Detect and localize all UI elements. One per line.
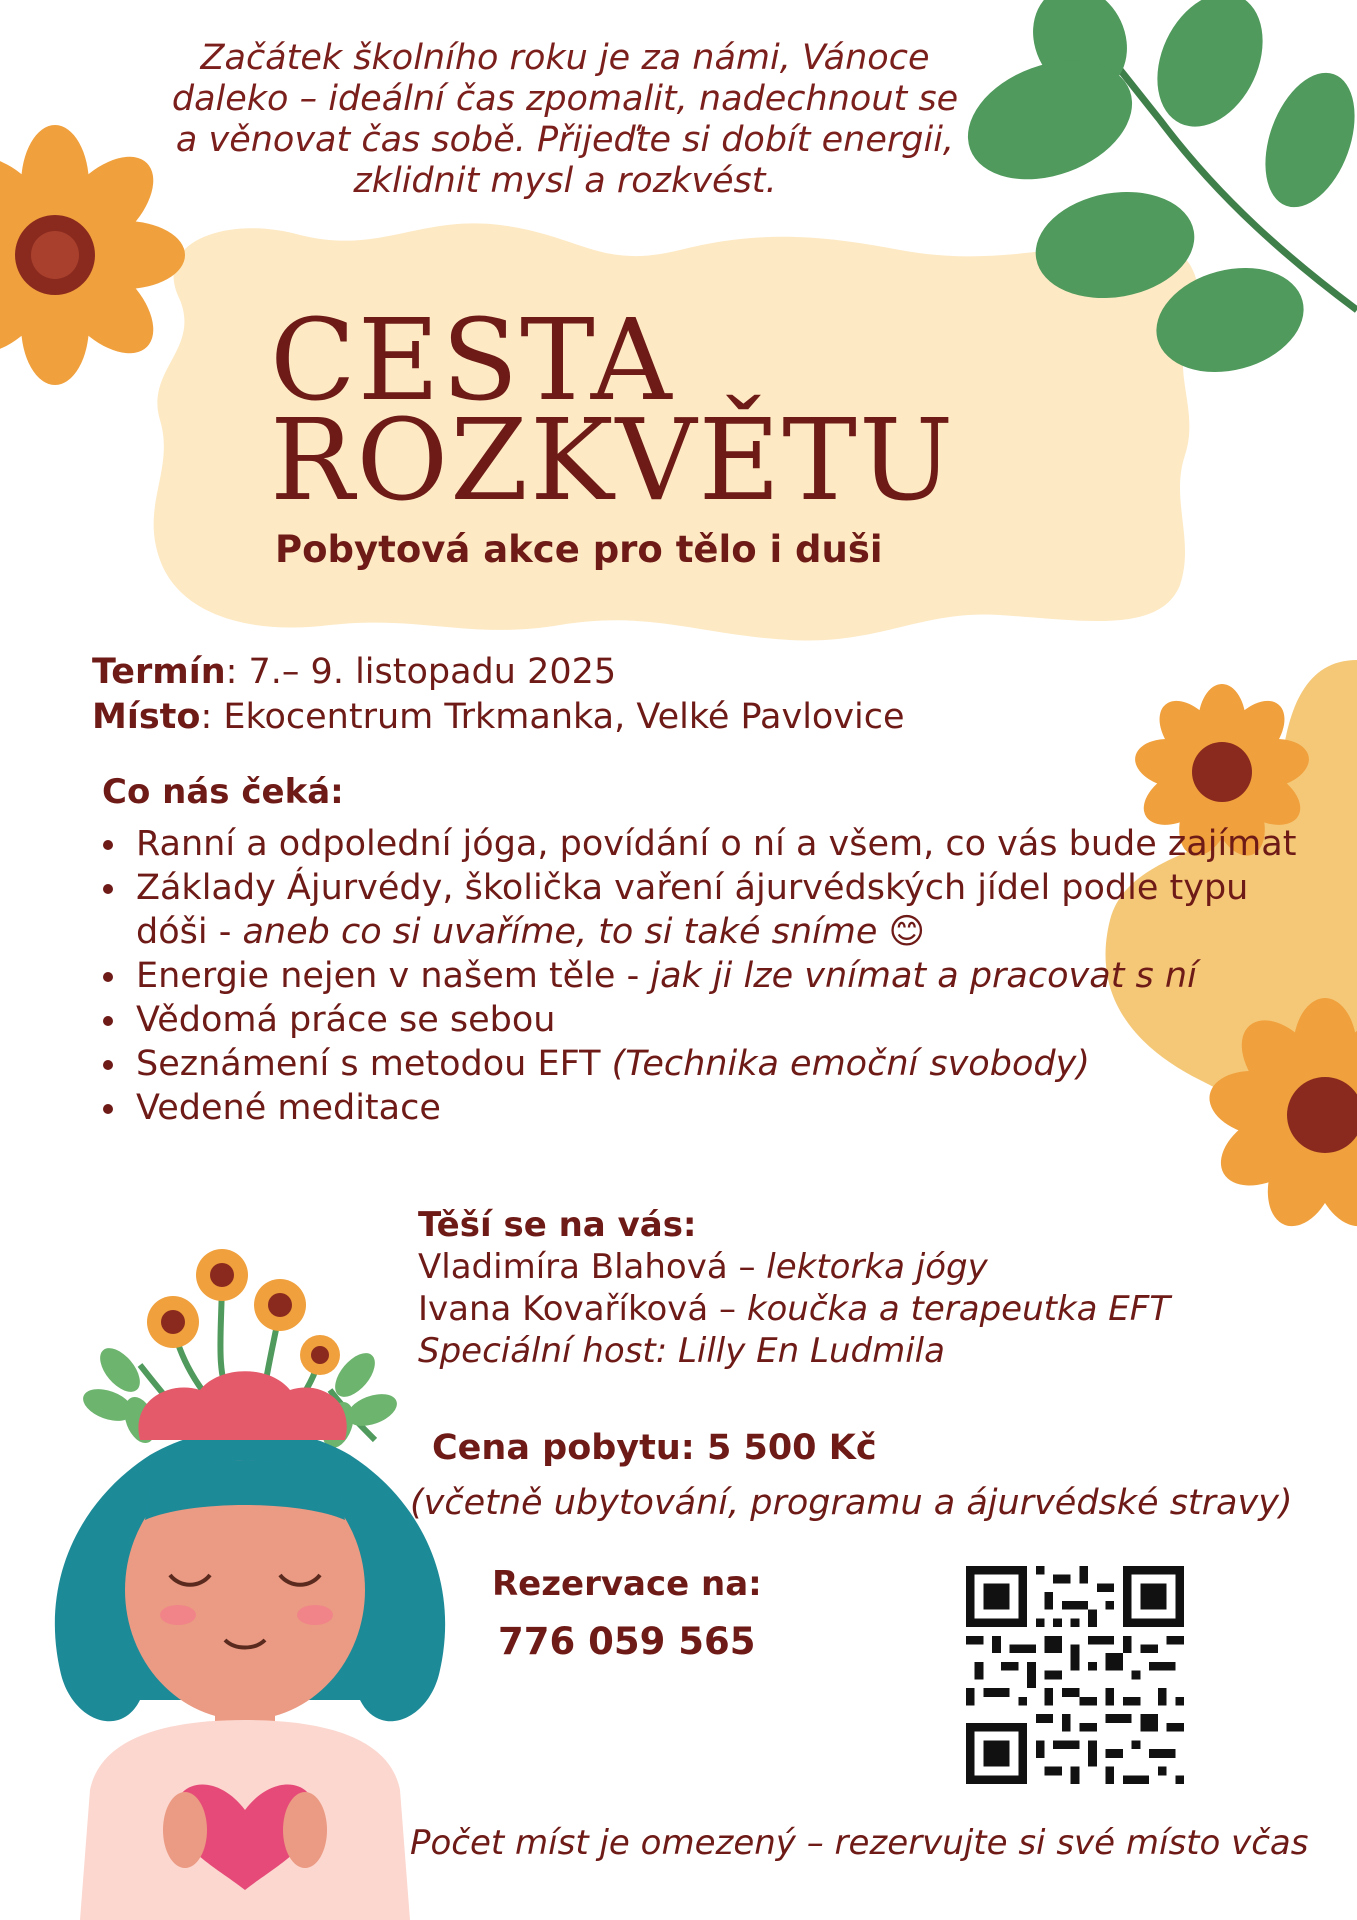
program-text: Seznámení s metodou EFT <box>136 1044 612 1084</box>
program-italic: (Technika emoční svobody) <box>611 1044 1090 1084</box>
footer-note: Počet míst je omezený – rezervujte si své místo včas <box>410 1823 1309 1863</box>
intro-text <box>150 38 980 202</box>
title-line-1: CESTA <box>270 296 674 426</box>
program-list <box>92 822 1310 1130</box>
host1-role: lektorka jógy <box>766 1247 988 1287</box>
host2-name: Ivana Kovaříková – <box>418 1289 747 1329</box>
program-text: Vědomá práce se sebou <box>136 1000 556 1040</box>
subtitle: Pobytová akce pro tělo i duši <box>275 528 883 571</box>
host-line-2 <box>418 1288 1170 1330</box>
place-line <box>92 695 905 739</box>
list-item <box>130 822 1310 866</box>
hosts-block <box>418 1204 1170 1372</box>
phone-number[interactable]: 776 059 565 <box>498 1620 756 1663</box>
price-note: (včetně ubytování, programu a ájurvédské stravy) <box>410 1483 1293 1523</box>
program-text: Ranní a odpolední jóga, povídání o ní a všem, co vás bude zajímat <box>136 824 1297 864</box>
place-label: Místo <box>92 697 201 737</box>
list-item <box>130 954 1310 998</box>
host-line-1 <box>418 1246 1170 1288</box>
intro-line: a věnovat čas sobě. Přijeďte si dobít energii, <box>175 120 955 160</box>
host1-name: Vladimíra Blahová – <box>418 1247 767 1287</box>
intro-line: Začátek školního roku je za námi, Vánoce <box>200 38 930 78</box>
place-value: : Ekocentrum Trkmanka, Velké Pavlovice <box>200 697 905 737</box>
girl-illustration <box>55 1249 445 1920</box>
intro-line: daleko – ideální čas zpomalit, nadechnout se <box>171 79 959 119</box>
list-item <box>130 1042 1310 1086</box>
program-text: Vedené meditace <box>136 1088 441 1128</box>
date-value: : 7.– 9. listopadu 2025 <box>225 652 617 692</box>
list-item <box>130 1086 1310 1130</box>
girl-flowers <box>147 1249 340 1375</box>
price: Cena pobytu: 5 500 Kč <box>432 1428 877 1468</box>
title-line-2: ROZKVĚTU <box>270 396 956 526</box>
intro-line: zklidnit mysl a rozkvést. <box>353 161 777 201</box>
program-italic: aneb co si uvaříme, to si také sníme 😊 <box>242 912 926 952</box>
program-text: Základy Ájurvédy, školička vaření ájurvédských jídel podle typu dóši - <box>136 868 1249 952</box>
list-item <box>130 866 1310 954</box>
special-host <box>418 1330 1170 1372</box>
program-heading: Co nás čeká: <box>102 772 344 812</box>
date-line <box>92 650 616 694</box>
hosts-heading: Těší se na vás: <box>418 1205 697 1245</box>
date-label: Termín <box>92 652 226 692</box>
program-text: Energie nejen v našem těle - <box>136 956 651 996</box>
reservation-label: Rezervace na: <box>492 1564 762 1604</box>
list-item <box>130 998 1310 1042</box>
qr-code[interactable] <box>966 1566 1184 1784</box>
host2-role: koučka a terapeutka EFT <box>746 1289 1171 1329</box>
special-host-text: Speciální host: Lilly En Ludmila <box>418 1331 945 1371</box>
program-italic: jak ji lze vnímat a pracovat s ní <box>650 956 1197 996</box>
